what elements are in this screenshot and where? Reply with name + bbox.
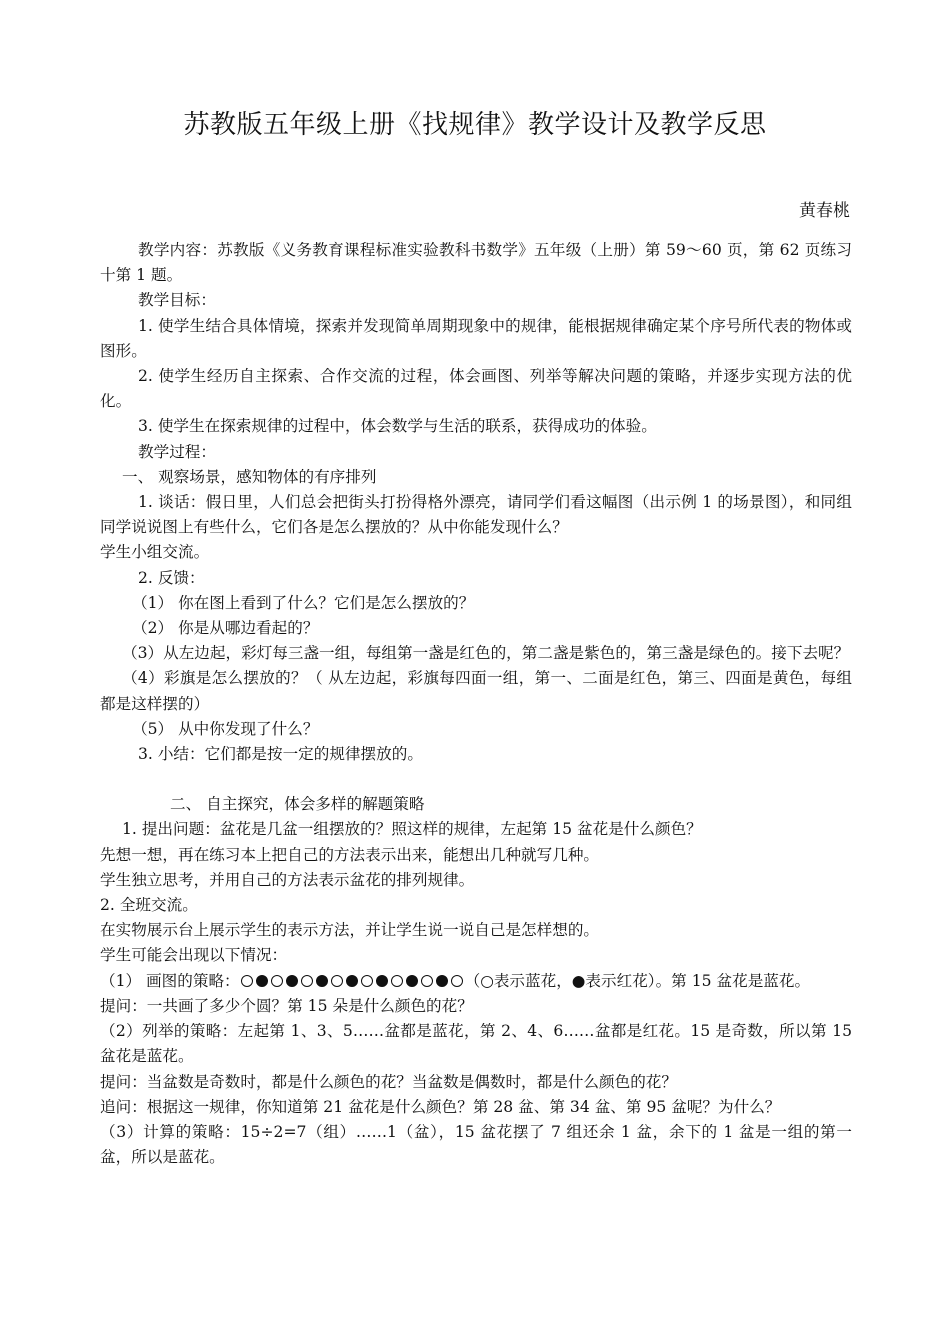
red-flower-dot	[436, 975, 448, 987]
blue-flower-dot	[361, 975, 373, 987]
heading-teaching-process: 教学过程：	[138, 442, 216, 461]
document-body	[100, 238, 852, 1170]
paragraph-group-exchange: 学生小组交流。	[100, 543, 210, 562]
paragraph-think-first: 先想一想，再在练习本上把自己的方法表示出来，能想出几种就写几种。	[100, 845, 600, 864]
author-name: 黄春桃	[799, 201, 850, 221]
strategy-calculation: （3）计算的策略：15÷2=7（组）……1（盆），15 盆花摆了 7 组还余 1 盆，余下的 1 盆是一组的第一盆，所以是蓝花。	[100, 1122, 852, 1167]
strategy-listing: （2）列举的策略：左起第 1、3、5……盆都是蓝花，第 2、4、6……盆都是红花。15 是奇数，所以第 15 盆花是蓝花。	[100, 1022, 852, 1066]
goal-item-3: 3. 使学生在探索规律的过程中，体会数学与生活的联系，获得成功的体验。	[138, 417, 657, 436]
feedback-item-1: （1） 你在图上看到了什么？它们是怎么摆放的？	[132, 593, 475, 612]
goal-item-1: 1. 使学生结合具体情境，探索并发现简单周期现象中的规律，能根据规律确定某个序号所代表的物体或图形。	[100, 316, 852, 360]
blue-flower-dot	[451, 975, 463, 987]
flower-pot-dot-sequence	[240, 972, 465, 990]
question-circle-count: 提问：一共画了多少个圆？第 15 朵是什么颜色的花？	[100, 996, 473, 1015]
paragraph-possible-cases: 学生可能会出现以下情况：	[100, 946, 288, 965]
feedback-item-2: （2） 你是从哪边看起的？	[132, 619, 319, 638]
paragraph-class-exchange: 2. 全班交流。	[100, 896, 198, 915]
strategy-drawing-label: （1） 画图的策略：	[100, 971, 240, 990]
strategy-drawing-explanation: （○表示蓝花，●表示红花）。第 15 盆花是蓝花。	[464, 971, 811, 990]
strategy-drawing	[100, 969, 852, 994]
blue-flower-dot	[391, 975, 403, 987]
feedback-item-4: （4）彩旗是怎么摆放的？（ 从左边起，彩旗每四面一组，第一、二面是红色，第三、四面是黄色，每组都是这样摆的）	[100, 669, 852, 713]
section-heading-1: 一、 观察场景，感知物体的有序排列	[122, 467, 377, 486]
section-heading-2: 二、 自主探究，体会多样的解题策略	[170, 795, 425, 814]
paragraph-independent-thinking: 学生独立思考，并用自己的方法表示盆花的排列规律。	[100, 870, 475, 889]
blue-flower-dot	[241, 975, 253, 987]
blue-flower-dot	[421, 975, 433, 987]
red-flower-dot	[406, 975, 418, 987]
red-flower-dot	[286, 975, 298, 987]
feedback-item-5: （5） 从中你发现了什么？	[132, 719, 319, 738]
heading-teaching-goals: 教学目标：	[138, 291, 216, 310]
red-flower-dot	[346, 975, 358, 987]
follow-up-question: 追问：根据这一规律，你知道第 21 盆花是什么颜色？第 28 盆、第 34 盆、第 95 盆呢？为什么？	[100, 1097, 781, 1116]
feedback-item-3: （3）从左边起，彩灯每三盏一组，每组第一盏是红色的，第二盏是紫色的，第三盏是绿色的。接下去呢？	[122, 644, 850, 663]
paragraph-show-methods: 在实物展示台上展示学生的表示方法，并让学生说一说自己是怎样想的。	[100, 921, 600, 940]
document-title: 苏教版五年级上册《找规律》教学设计及教学反思	[183, 110, 767, 140]
red-flower-dot	[376, 975, 388, 987]
paragraph-teaching-content: 教学内容：苏教版《义务教育课程标准实验教科书数学》五年级（上册）第 59～60 页，第 62 页练习十第 1 题。	[100, 241, 852, 285]
red-flower-dot	[316, 975, 328, 987]
question-odd-even: 提问：当盆数是奇数时，都是什么颜色的花？当盆数是偶数时，都是什么颜色的花？	[100, 1072, 677, 1091]
blue-flower-dot	[331, 975, 343, 987]
paragraph-pose-question: 1. 提出问题：盆花是几盆一组摆放的？照这样的规律，左起第 15 盆花是什么颜色？	[122, 820, 702, 839]
paragraph-summary: 3. 小结：它们都是按一定的规律摆放的。	[138, 745, 423, 764]
paragraph-talk: 1. 谈话：假日里，人们总会把街头打扮得格外漂亮，请同学们看这幅图（出示例 1 的场景图），和同组同学说说图上有些什么，它们各是怎么摆放的？从中你能发现什么？	[100, 493, 852, 537]
blue-flower-dot	[301, 975, 313, 987]
blue-flower-dot	[271, 975, 283, 987]
red-flower-dot	[256, 975, 268, 987]
goal-item-2: 2. 使学生经历自主探索、合作交流的过程，体会画图、列举等解决问题的策略，并逐步实现方法的优化。	[100, 367, 852, 411]
paragraph-feedback: 2. 反馈：	[138, 568, 205, 587]
blank-line	[100, 767, 852, 792]
